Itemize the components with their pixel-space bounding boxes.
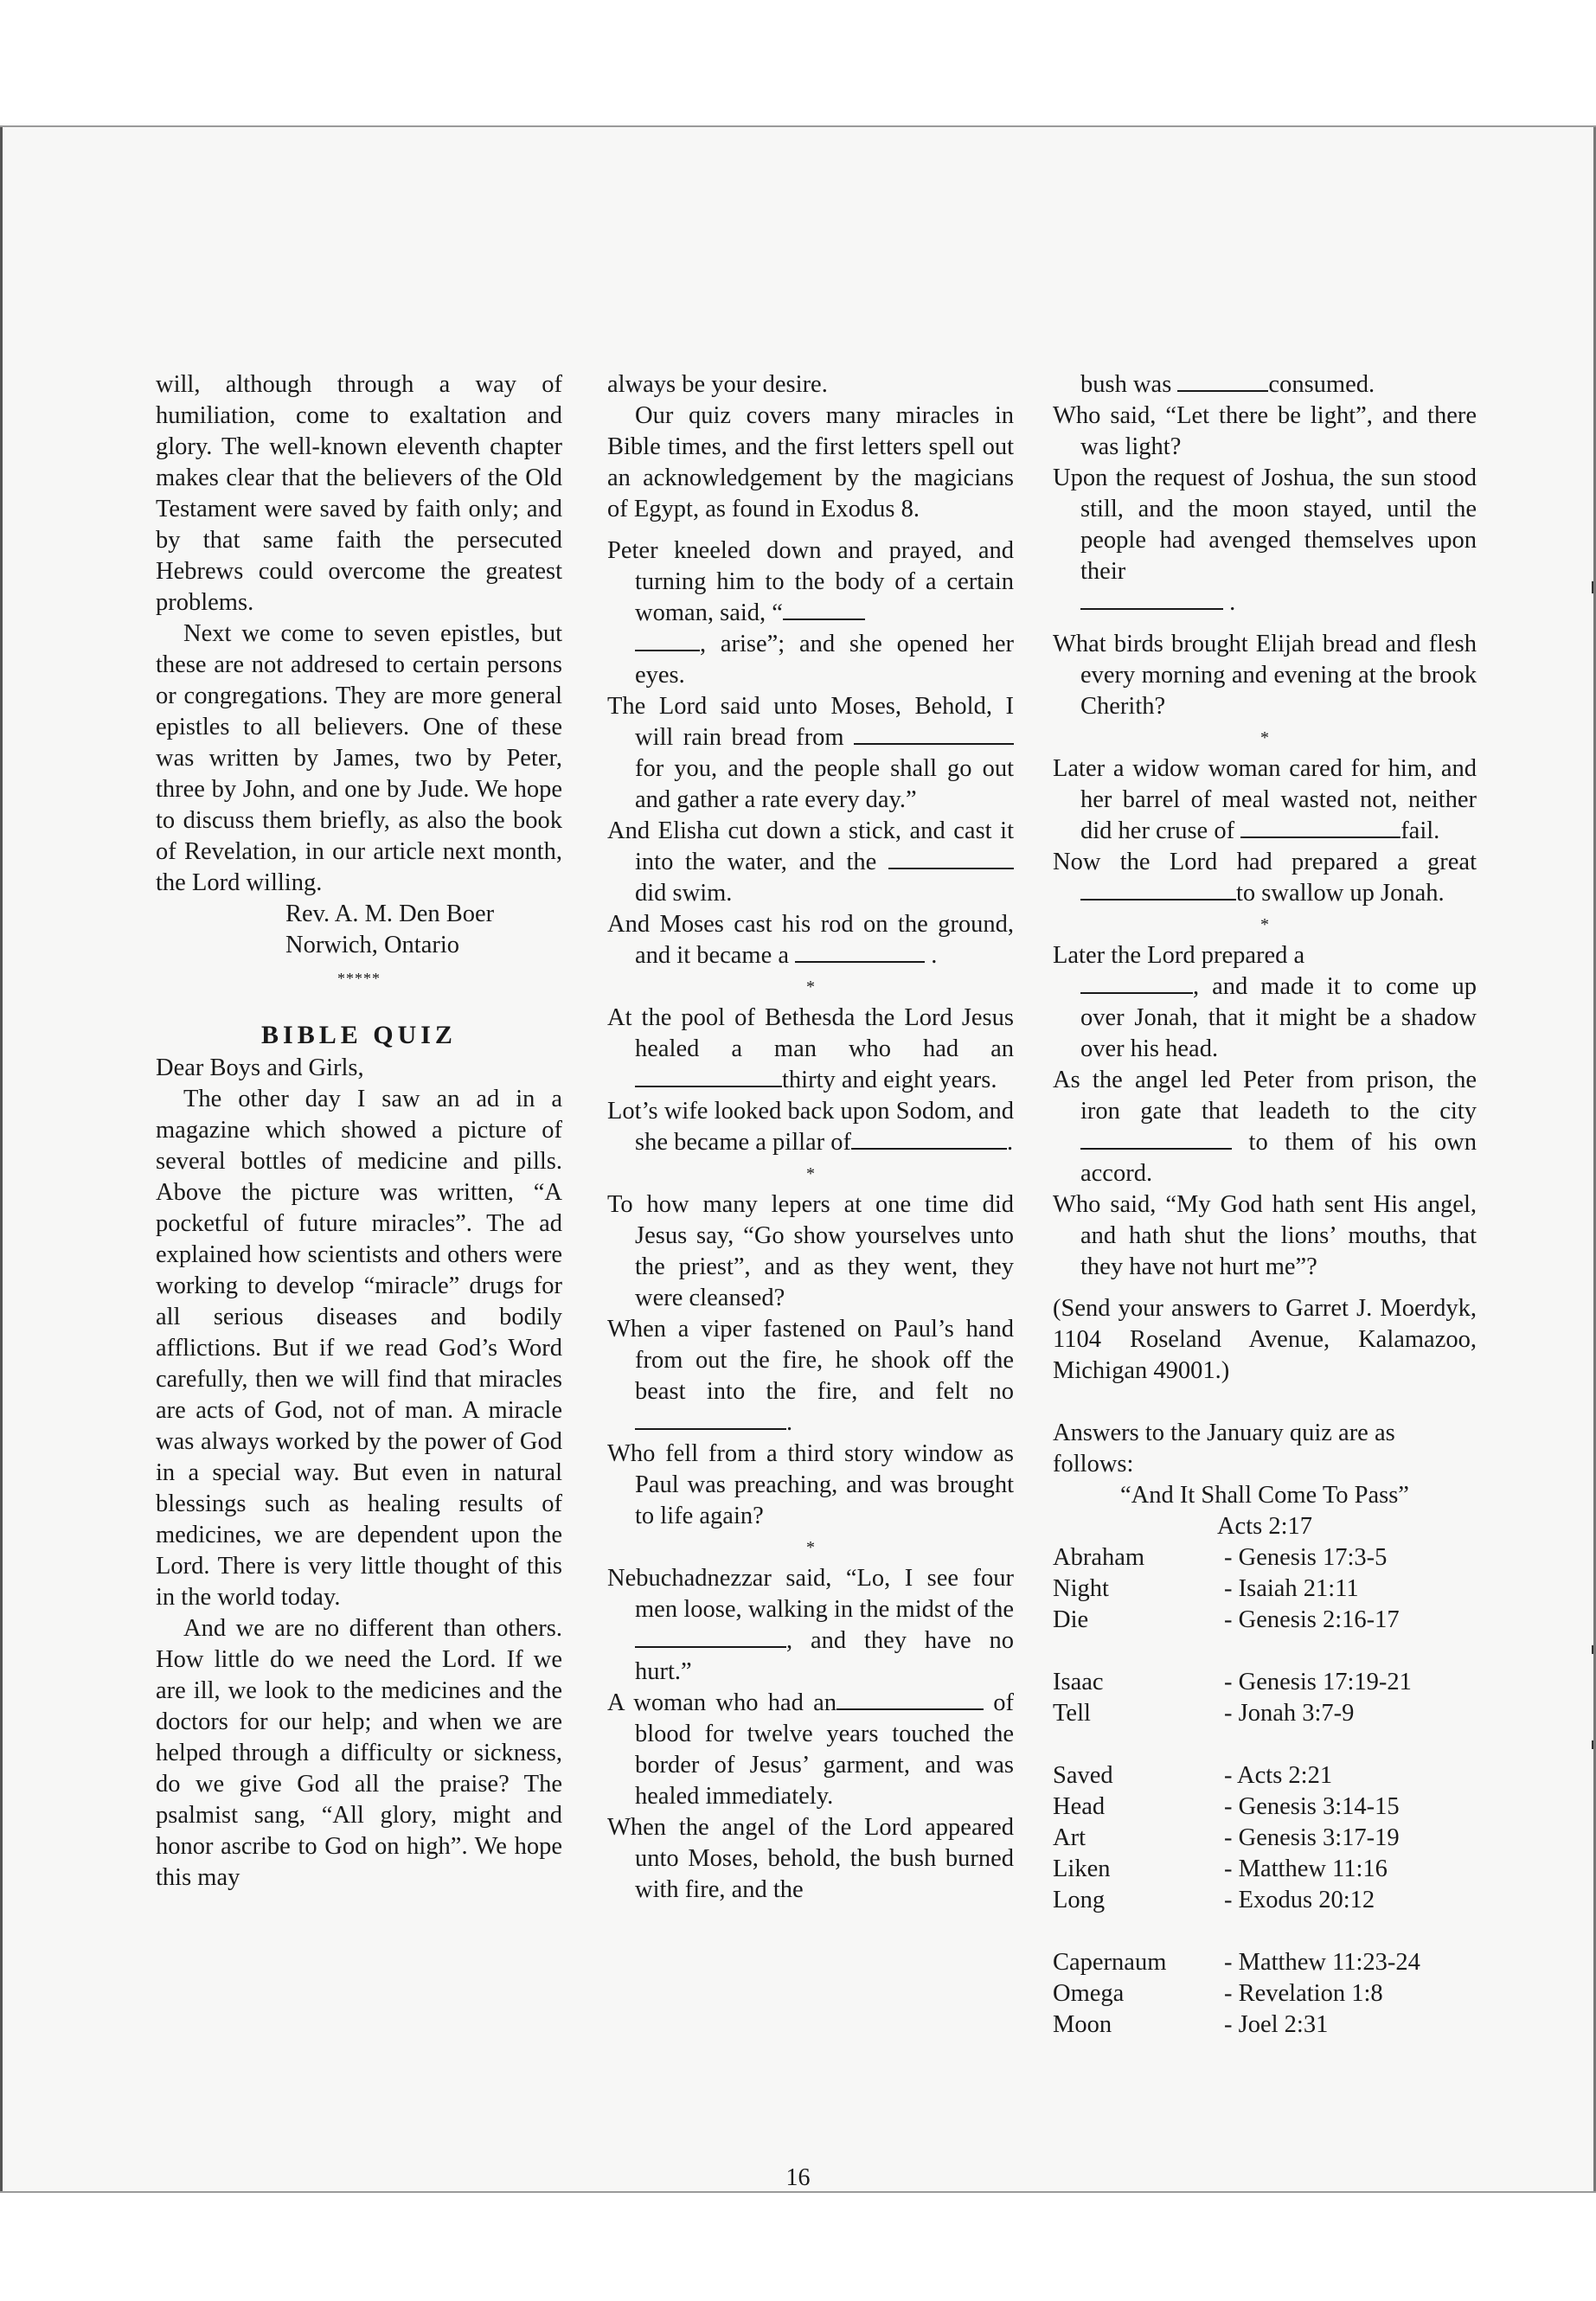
answer-row (1053, 1542, 1477, 1574)
answer-blank (795, 942, 925, 963)
answers-list (1053, 1542, 1477, 2041)
quiz-question: What birds brought Elijah bread and flesh every morning and evening at the brook Cherith? (1053, 631, 1477, 720)
answer-reference: - Joel 2:31 (1224, 2011, 1329, 2038)
answer-blank (836, 1689, 984, 1710)
quiz-question: Later the Lord prepared a , and made it to come up over Jonah, that it might be a shadow over his head. (1053, 942, 1477, 1062)
quiz-paragraph-different: And we are no different than others. How little do we need the Lord. If we are ill, we look to the medicines and the doctors for our help; and when we are helped through a difficulty or sickness, do we give God all the praise? The psalmist sang, “All glory, might and honor ascribe to God on high”. We hope this may (156, 1615, 562, 1891)
answer-row (1053, 1667, 1477, 1698)
answer-blank (1240, 817, 1401, 838)
answer-blank (888, 849, 1014, 869)
answer-row (1053, 1605, 1477, 1636)
answer-reference: - Genesis 17:19-21 (1224, 1669, 1412, 1695)
quiz-question: And Moses cast his rod on the ground, and it became a . (607, 911, 1014, 969)
answer-row (1053, 1947, 1477, 1978)
question-separator: * (806, 1538, 815, 1557)
answer-word: Liken (1053, 1856, 1111, 1882)
quiz-question: When the angel of the Lord appeared unto Moses, behold, the bush burned with fire, and the (607, 1814, 1014, 1903)
answer-blank (854, 724, 1014, 745)
answer-blank (635, 631, 700, 651)
quiz-question: Nebuchadnezzar said, “Lo, I see four men loose, walking in the midst of the, and they have no hurt.” (607, 1565, 1014, 1685)
answer-word: Head (1053, 1793, 1106, 1820)
question-separator: * (1260, 728, 1269, 747)
quiz-question: Now the Lord had prepared a greatto swallow up Jonah. (1053, 849, 1477, 907)
quiz-paragraph-ad: The other day I saw an ad in a magazine which showed a picture of several bottles of medicine and pills. Above the picture was written, “A pocketful of future miracles”. The ad explained how scientists and others were working to develop “miracle” drugs for all serious diseases and bodily afflictions. But if we read God’s Word carefully, then we will find that miracles are acts of God, not of man. A miracle was always worked by the power of God in a special way. But even in natural blessings such as healing results of medicines, we are dependent upon the Lord. There is very little thought of this in the world today. (156, 1086, 562, 1611)
question-separator: * (1260, 915, 1269, 934)
answer-row (1053, 1854, 1477, 1885)
quiz-question-continuation: bush was consumed. (1080, 371, 1375, 398)
answer-row (1053, 1698, 1477, 1729)
answer-word: Saved (1053, 1762, 1113, 1789)
question-separator: * (806, 977, 815, 997)
quiz-question: When a viper fastened on Paul’s hand from out the fire, he shook off the beast into the fire, and felt no. (607, 1316, 1014, 1436)
quiz-question: Peter kneeled down and prayed, and turning him to the body of a certain woman, said, “ , arise”; and she opened her eyes. (607, 537, 1014, 689)
column-1 (156, 369, 562, 1894)
section-separator: ***** (337, 970, 381, 987)
answer-reference: - Acts 2:21 (1224, 1762, 1333, 1789)
answer-reference: - Exodus 20:12 (1224, 1887, 1375, 1913)
answer-word: Isaac (1053, 1669, 1104, 1695)
answer-word: Night (1053, 1575, 1109, 1602)
quiz-question: The Lord said unto Moses, Behold, I will rain bread from for you, and the people shall go out and gather a rate every day.” (607, 693, 1014, 813)
answer-reference: - Genesis 3:14-15 (1224, 1793, 1400, 1820)
answers-intro: Answers to the January quiz are as follows: (1053, 1420, 1395, 1477)
answer-reference: - Matthew 11:16 (1224, 1856, 1388, 1882)
signature-place: Norwich, Ontario (285, 932, 460, 958)
answers-title: “And It Shall Come To Pass” (1120, 1482, 1409, 1509)
send-answers-address: (Send your answers to Garret J. Moerdyk, 1104 Roseland Avenue, Kalamazoo, Michigan 49001.) (1053, 1295, 1477, 1384)
quiz-question: Upon the request of Joshua, the sun stood still, and the moon stayed, until the people had avenged themselves upon their . (1053, 465, 1477, 616)
answer-blank (1080, 973, 1193, 994)
answer-reference: - Genesis 3:17-19 (1224, 1824, 1400, 1851)
quiz-question: Who fell from a third story window as Paul was preaching, and was brought to life again? (607, 1440, 1014, 1529)
quiz-question: Later a widow woman cared for him, and her barrel of meal wasted not, neither did her cruse of fail. (1053, 755, 1477, 844)
answers-reference: Acts 2:17 (1216, 1513, 1313, 1540)
answer-row (1053, 1791, 1477, 1823)
quiz-question: As the angel led Peter from prison, the iron gate that leadeth to the city to them of his own accord. (1053, 1067, 1477, 1187)
answer-word: Omega (1053, 1980, 1125, 2007)
magazine-page (0, 125, 1596, 2193)
answer-row (1053, 1978, 1477, 2009)
answer-word: Die (1053, 1606, 1089, 1633)
answer-blank (851, 1129, 1007, 1150)
answer-reference: - Genesis 2:16-17 (1224, 1606, 1400, 1633)
answer-reference: - Isaiah 21:11 (1224, 1575, 1359, 1602)
answer-word: Long (1053, 1887, 1106, 1913)
answer-reference: - Jonah 3:7-9 (1224, 1700, 1355, 1727)
answer-blank (783, 599, 865, 620)
page-number: 16 (785, 2164, 811, 2191)
answer-reference: - Matthew 11:23-24 (1224, 1949, 1420, 1976)
quiz-title: BIBLE QUIZ (261, 1021, 457, 1049)
quiz-question: And Elisha cut down a stick, and cast it into the water, and the did swim. (607, 817, 1014, 907)
quiz-question: Who said, “Let there be light”, and there was light? (1053, 402, 1477, 460)
question-separator: * (806, 1164, 815, 1183)
answer-word: Moon (1053, 2011, 1112, 2038)
answer-blank (1080, 880, 1236, 901)
article-paragraph-epistles: Next we come to seven epistles, but these are not addresed to certain persons or congregations. They are more general epistles to all believers. One of these was written by James, two by Peter, three by John, and one by Jude. We hope to discuss them briefly, as also the book of Revelation, in our article next month, the Lord willing. (156, 620, 562, 896)
answers-group-gap (1053, 1729, 1477, 1760)
quiz-question: A woman who had an of blood for twelve years touched the border of Jesus’ garment, and was healed immediately. (607, 1689, 1014, 1810)
column-2 (607, 369, 1014, 1906)
answer-reference: - Revelation 1:8 (1224, 1980, 1383, 2007)
answer-row (1053, 1574, 1477, 1605)
answer-row (1053, 2009, 1477, 2041)
answer-reference: - Genesis 17:3-5 (1224, 1544, 1388, 1571)
answer-blank (635, 1409, 786, 1430)
quiz-question: Who said, “My God hath sent His angel, and hath shut the lions’ mouths, that they have not hurt me”? (1053, 1191, 1477, 1280)
answer-word: Tell (1053, 1700, 1091, 1727)
scan-edge-mark (1592, 581, 1596, 593)
answer-word: Art (1053, 1824, 1086, 1851)
answer-row (1053, 1823, 1477, 1854)
quiz-question: At the pool of Bethesda the Lord Jesus healed a man who had an thirty and eight years. (607, 1004, 1014, 1093)
signature-name: Rev. A. M. Den Boer (285, 901, 495, 927)
answer-blank (1080, 589, 1223, 610)
answer-blank (635, 1067, 782, 1087)
answer-word: Abraham (1053, 1544, 1145, 1571)
quiz-intro-end: always be your desire. (607, 371, 828, 398)
article-continuation: will, although through a way of humiliation, come to exaltation and glory. The well-known eleventh chapter makes clear that the believers of the Old Testament were saved by faith only; and by that same faith the persecuted Hebrews could overcome the greatest problems. (156, 371, 562, 616)
quiz-question: To how many lepers at one time did Jesus say, “Go show yourselves unto the priest”, and as they went, they were cleansed? (607, 1191, 1014, 1311)
quiz-question: Lot’s wife looked back upon Sodom, and she became a pillar of . (607, 1098, 1014, 1156)
answer-word: Capernaum (1053, 1949, 1167, 1976)
answers-group-gap (1053, 1916, 1477, 1947)
answers-group-gap (1053, 1636, 1477, 1667)
answer-row (1053, 1885, 1477, 1916)
answer-blank (635, 1627, 786, 1648)
column-3 (1053, 369, 1477, 2041)
scan-edge-mark (1592, 1645, 1596, 1654)
scan-edge-mark (1592, 1740, 1596, 1749)
answer-blank (1177, 371, 1268, 392)
quiz-intro: Our quiz covers many miracles in Bible times, and the first letters spell out an acknowledgement by the magicians of Egypt, as found in Exodus 8. (607, 402, 1014, 522)
answer-blank (1080, 1129, 1232, 1150)
quiz-salutation: Dear Boys and Girls, (156, 1054, 364, 1081)
answer-row (1053, 1760, 1477, 1791)
